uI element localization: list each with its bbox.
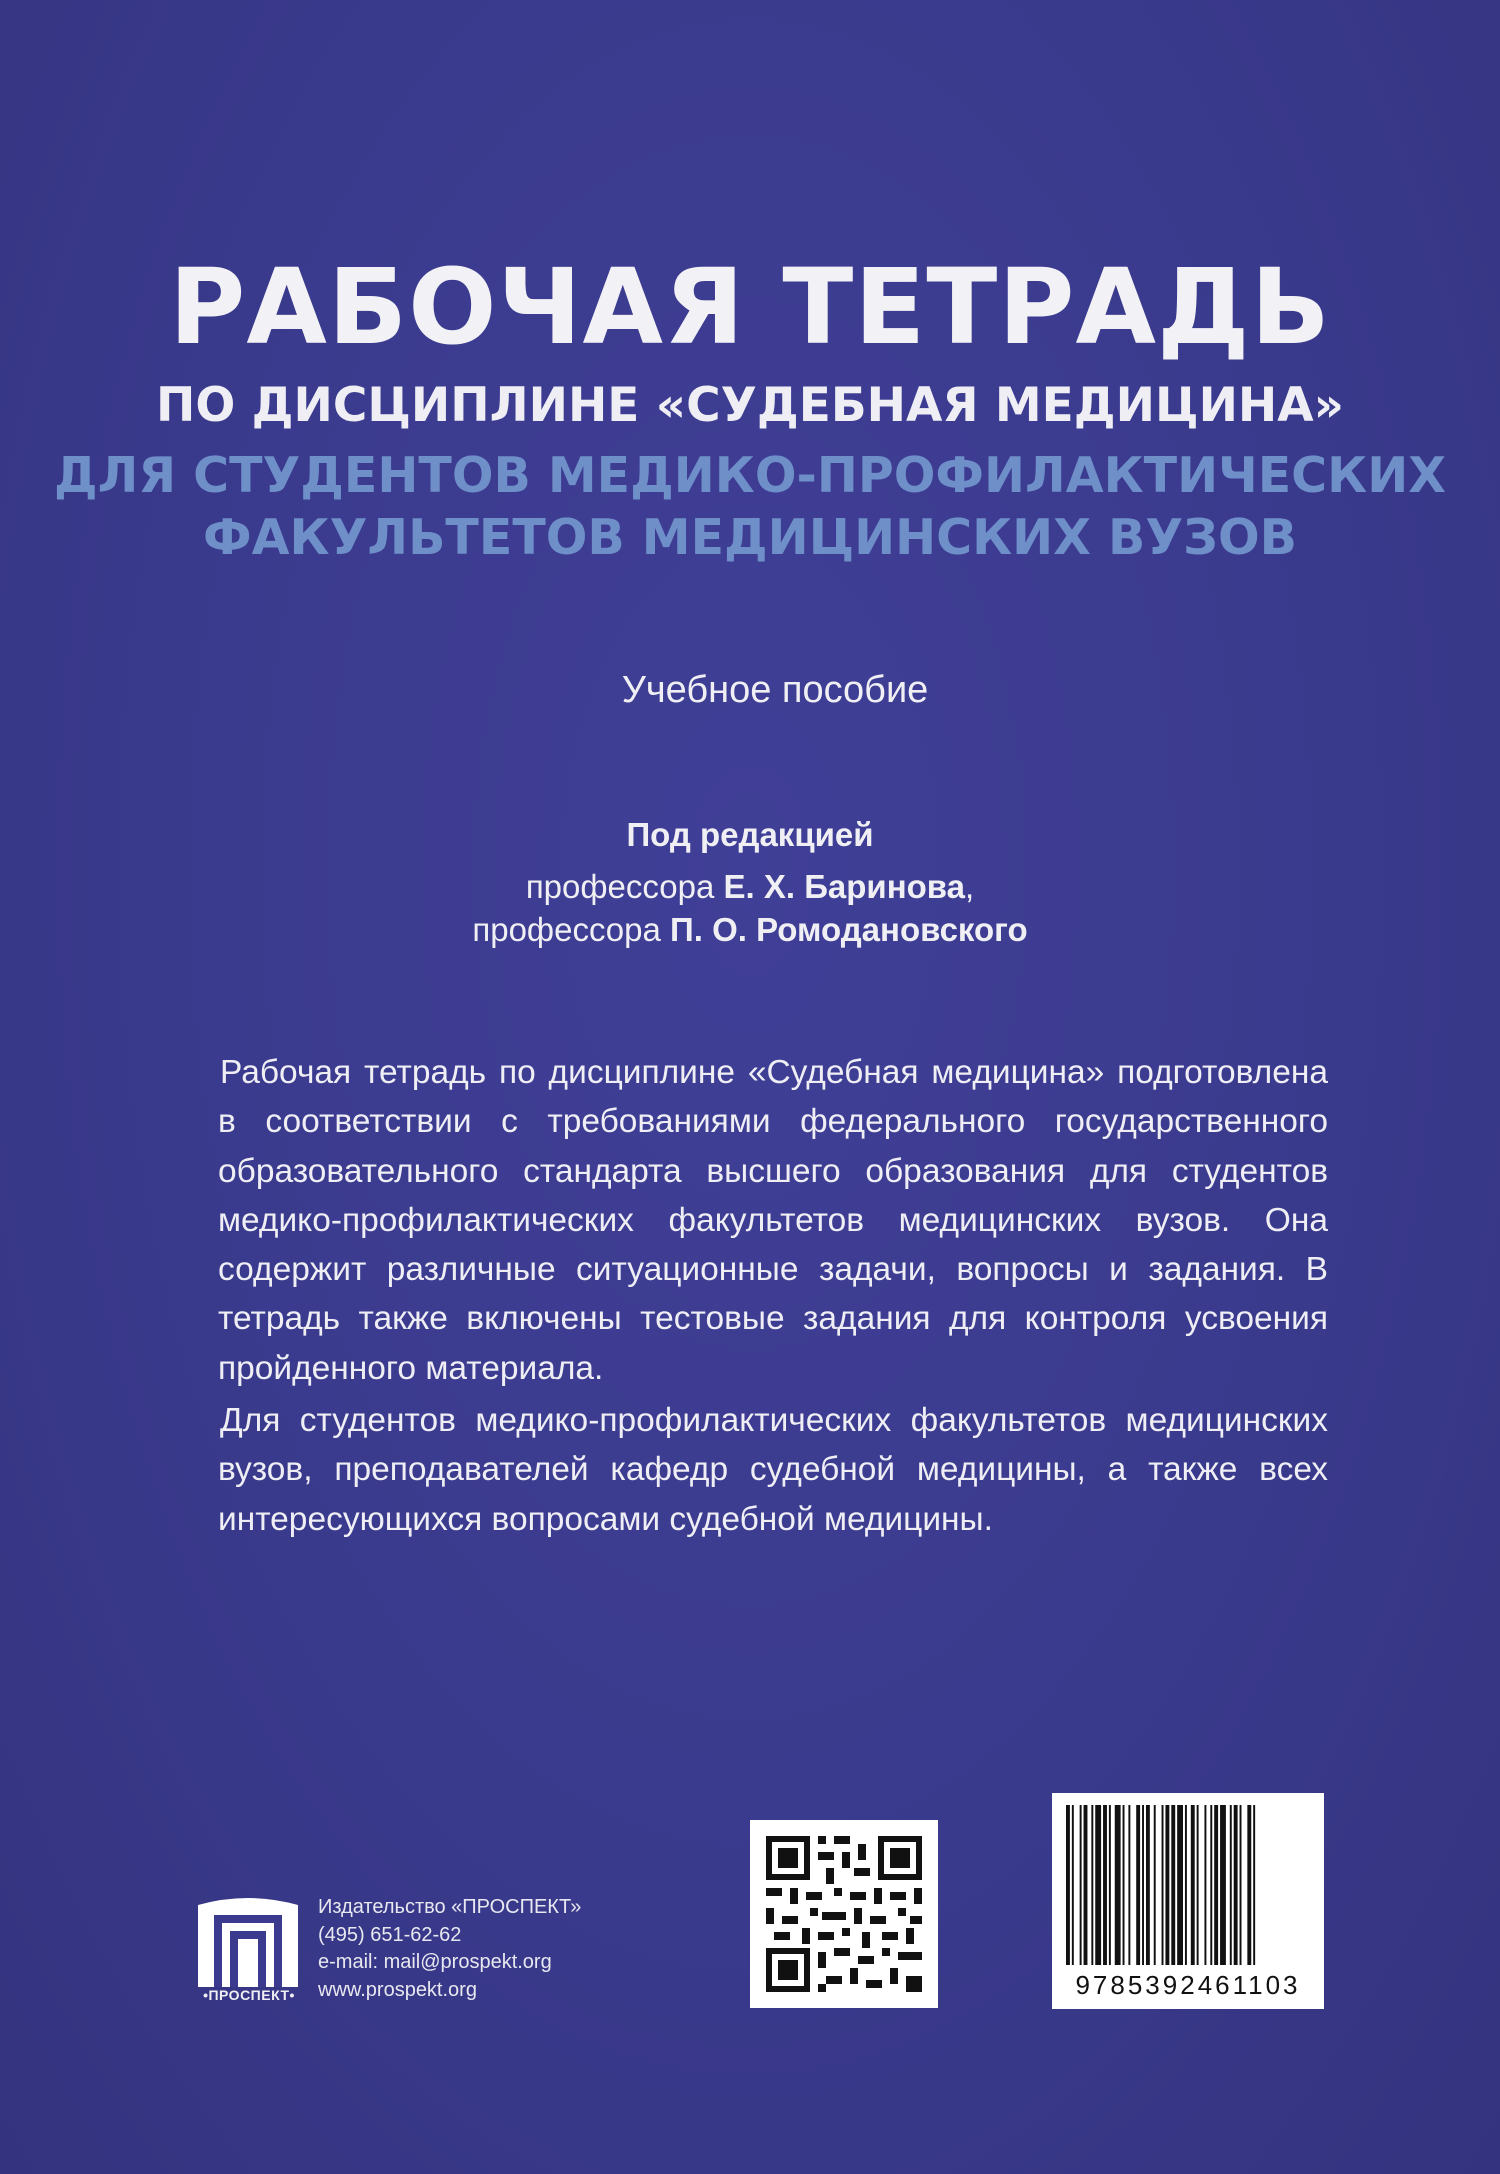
qr-code-icon bbox=[750, 1820, 938, 2008]
editor-2 bbox=[0, 911, 1500, 949]
publisher-logo-text: •ПРОСПЕКТ• bbox=[203, 1987, 295, 2003]
publisher-info bbox=[318, 1894, 581, 2004]
publisher-phone: (495) 651-62-62 bbox=[318, 1923, 462, 1946]
book-title: РАБОЧАЯ ТЕТРАДЬ bbox=[169, 246, 1331, 368]
editor-2-title: профессора bbox=[472, 911, 671, 948]
book-genre: Учебное пособие bbox=[621, 669, 929, 711]
editor-1-title: профессора bbox=[525, 868, 724, 905]
publisher-email: e-mail: mail@prospekt.org bbox=[318, 1951, 552, 1973]
editor-1 bbox=[0, 868, 1500, 906]
editors-heading: Под редакцией bbox=[626, 816, 874, 853]
book-annotation bbox=[218, 1048, 1328, 1544]
qr-code bbox=[750, 1820, 938, 2008]
annotation-paragraph-1: Рабочая тетрадь по дисциплине «Судебная медицина» подготовлена в соответствии с требованиями федерального государственного образовательного стандарта высшего образования для студентов медико-профилактических факультетов медицинских вузов. Она содержит различные ситуационные задачи, вопросы и задания. В тетрадь также включены тестовые задания для контроля усвоения пройденного материала. bbox=[218, 1054, 1328, 1387]
audience-line-1: ДЛЯ СТУДЕНТОВ МЕДИКО-ПРОФИЛАКТИЧЕСКИХ bbox=[54, 447, 1446, 504]
annotation-paragraph-2: Для студентов медико-профилактических факультетов медицинских вузов, преподавателей кафедр судебной медицины, а также всех интересующихся вопросами судебной медицины. bbox=[218, 1402, 1328, 1538]
book-subtitle: ПО ДИСЦИПЛИНЕ «СУДЕБНАЯ МЕДИЦИНА» bbox=[155, 378, 1344, 433]
editor-1-name: Е. Х. Баринова bbox=[723, 868, 966, 905]
editor-1-suffix: , bbox=[965, 868, 975, 905]
publisher-name: Издательство «ПРОСПЕКТ» bbox=[318, 1896, 582, 1918]
editor-2-name: П. О. Ромодановского bbox=[670, 911, 1028, 948]
audience-line-2: ФАКУЛЬТЕТОВ МЕДИЦИНСКИХ ВУЗОВ bbox=[203, 509, 1297, 566]
publisher-website: www.prospekt.org bbox=[318, 1978, 477, 2001]
isbn-number: 9785392461103 bbox=[1075, 1970, 1301, 2000]
